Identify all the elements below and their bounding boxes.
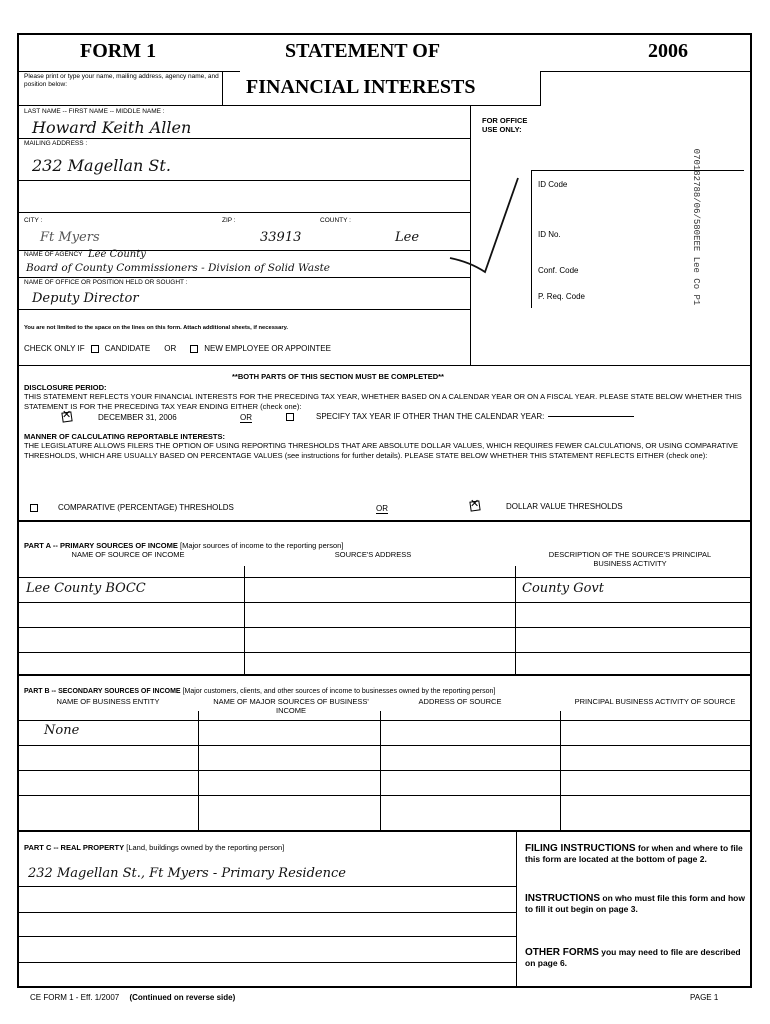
check-only-row xyxy=(24,344,331,353)
zip-value: 33913 xyxy=(260,230,302,245)
part-c-heading: PART C -- REAL PROPERTY xyxy=(24,843,125,852)
specify-label: SPECIFY TAX YEAR IF OTHER THAN THE CALENDAR YEAR: xyxy=(316,412,545,421)
period-text: THIS STATEMENT REFLECTS YOUR FINANCIAL INTERESTS FOR THE PRECEDING TAX YEAR, WHETHER BASED ON A CALENDAR YEAR OR ON A FISCAL YEAR. PLEASE STATE BELOW WHETHER THIS STATEMENT IS FOR THE PRECEDING TAX YEAR ENDING EITHER (check one): xyxy=(24,392,742,411)
dec31-or: OR xyxy=(240,413,252,422)
new-employee-checkbox[interactable] xyxy=(190,345,198,353)
both-parts-note: **BOTH PARTS OF THIS SECTION MUST BE COMPLETED** xyxy=(232,372,444,381)
part-a-subheading: [Major sources of income to the reporting person] xyxy=(180,541,344,550)
check-or: OR xyxy=(164,344,177,353)
dec31-option xyxy=(62,412,177,422)
part-b-col3: ADDRESS OF SOURCE xyxy=(418,697,502,706)
agency-label: NAME OF AGENCY xyxy=(24,251,83,258)
part-a-col1: NAME OF SOURCE OF INCOME xyxy=(71,550,185,559)
period-heading: DISCLOSURE PERIOD: xyxy=(24,383,107,392)
filing-text: for when and where to file this form are located at the bottom of page 2. xyxy=(525,843,743,864)
dollar-label: DOLLAR VALUE THRESHOLDS xyxy=(506,501,623,511)
footer-continued: (Continued on reverse side) xyxy=(129,993,236,1002)
part-b-col4: PRINCIPAL BUSINESS ACTIVITY OF SOURCE xyxy=(574,697,736,706)
candidate-checkbox[interactable] xyxy=(91,345,99,353)
city-label: CITY : xyxy=(24,217,43,224)
conf-code-label: Conf. Code xyxy=(538,266,579,275)
part-a-col3: DESCRIPTION OF THE SOURCE'S PRINCIPAL BUSINESS ACTIVITY xyxy=(548,550,712,568)
print-instruction: Please print or type your name, mailing address, agency name, and position below: xyxy=(24,73,219,88)
space-note: You are not limited to the space on the lines on this form. Attach additional sheets, if necessary. xyxy=(24,325,289,331)
form-label: FORM 1 xyxy=(80,40,157,62)
title-line2: FINANCIAL INTERESTS xyxy=(246,76,476,98)
check-only-label: CHECK ONLY IF xyxy=(24,344,85,353)
name-label: LAST NAME -- FIRST NAME -- MIDDLE NAME : xyxy=(24,108,165,115)
part-a-row1-name: Lee County BOCC xyxy=(26,581,146,596)
part-a-heading: PART A -- PRIMARY SOURCES OF INCOME xyxy=(24,541,178,550)
part-a-row1-desc: County Govt xyxy=(522,581,604,596)
part-c-row1: 232 Magellan St., Ft Myers - Primary Residence xyxy=(28,866,346,881)
id-code-label: ID Code xyxy=(538,180,568,189)
agency-value-inline: Lee County xyxy=(88,249,146,260)
dec31-checkbox[interactable] xyxy=(62,412,72,422)
manner-heading: MANNER OF CALCULATING REPORTABLE INTERESTS: xyxy=(24,432,225,441)
footer-left xyxy=(30,993,235,1002)
agency-value: Board of County Commissioners - Division of Solid Waste xyxy=(26,262,331,274)
instr-title: INSTRUCTIONS xyxy=(525,893,600,904)
dollar-checkbox[interactable] xyxy=(470,501,480,511)
office-value: Deputy Director xyxy=(32,291,139,306)
instructions-block xyxy=(525,893,745,915)
part-a-col2: SOURCE'S ADDRESS xyxy=(334,550,412,559)
part-b-col1: NAME OF BUSINESS ENTITY xyxy=(56,697,160,706)
specify-field[interactable] xyxy=(548,416,634,417)
other-forms-block xyxy=(525,947,745,969)
part-b-row1-name: None xyxy=(44,723,80,738)
county-value: Lee xyxy=(395,230,420,245)
dollar-option xyxy=(470,501,623,511)
filing-title: FILING INSTRUCTIONS xyxy=(525,843,636,854)
instr-text: on who must file this form and how to fill it out begin on page 3. xyxy=(525,893,745,914)
comparative-checkbox[interactable] xyxy=(30,504,38,512)
filing-instructions xyxy=(525,843,745,865)
other-title: OTHER FORMS xyxy=(525,947,599,958)
p-req-code-label: P. Req. Code xyxy=(538,292,585,301)
form-year: 2006 xyxy=(648,40,688,62)
manner-or: OR xyxy=(376,504,388,513)
county-label: COUNTY : xyxy=(320,217,351,224)
name-value: Howard Keith Allen xyxy=(32,118,192,137)
id-no-label: ID No. xyxy=(538,230,561,239)
manner-text: THE LEGISLATURE ALLOWS FILERS THE OPTION OF USING REPORTING THRESHOLDS THAT ARE ABSOLUTE DOLLAR VALUES, WHICH REQUIRES FEWER CALCULATIONS, OR USING COMPARATIVE THRESHOLDS, WHICH ARE USUALLY BASED ON PERCENTAGE VALUES (see instructions for further details). PLEASE STATE BELOW WHETHER THIS STATEMENT REFLECTS EITHER (check one): xyxy=(24,441,739,460)
office-checkmark xyxy=(440,170,530,280)
candidate-label: CANDIDATE xyxy=(104,344,151,353)
part-b-title xyxy=(24,688,495,695)
footer-form: CE FORM 1 - Eff. 1/2007 xyxy=(30,993,120,1002)
specify-option xyxy=(286,412,634,421)
zip-label: ZIP : xyxy=(222,217,236,224)
title-line1: STATEMENT OF xyxy=(285,40,441,62)
comparative-label: COMPARATIVE (PERCENTAGE) THRESHOLDS xyxy=(58,503,234,512)
dec31-label: DECEMBER 31, 2006 xyxy=(98,412,177,422)
part-b-subheading: [Major customers, clients, and other sources of income to businesses owned by the reporting person] xyxy=(182,688,496,695)
specify-checkbox[interactable] xyxy=(286,413,294,421)
part-b-col2: NAME OF MAJOR SOURCES OF BUSINESS' INCOME xyxy=(213,697,369,715)
part-a-title xyxy=(24,541,343,550)
office-use-title: FOR OFFICE USE ONLY: xyxy=(482,116,528,134)
footer-page: PAGE 1 xyxy=(690,993,719,1002)
city-value: Ft Myers xyxy=(40,230,100,245)
office-label: NAME OF OFFICE OR POSITION HELD OR SOUGHT : xyxy=(24,279,188,286)
address-value: 232 Magellan St. xyxy=(32,156,171,175)
new-employee-label: NEW EMPLOYEE OR APPOINTEE xyxy=(204,344,331,353)
address-label: MAILING ADDRESS : xyxy=(24,140,88,147)
part-c-subheading: [Land, buildings owned by the reporting person] xyxy=(126,843,285,852)
part-b-heading: PART B -- SECONDARY SOURCES OF INCOME xyxy=(24,688,181,695)
office-stamp: 070182788/06/580EEE Lee Co P1 xyxy=(691,148,701,306)
other-text: you may need to file are described on page 6. xyxy=(525,947,741,968)
comparative-option xyxy=(30,503,234,512)
part-c-title xyxy=(24,843,284,852)
